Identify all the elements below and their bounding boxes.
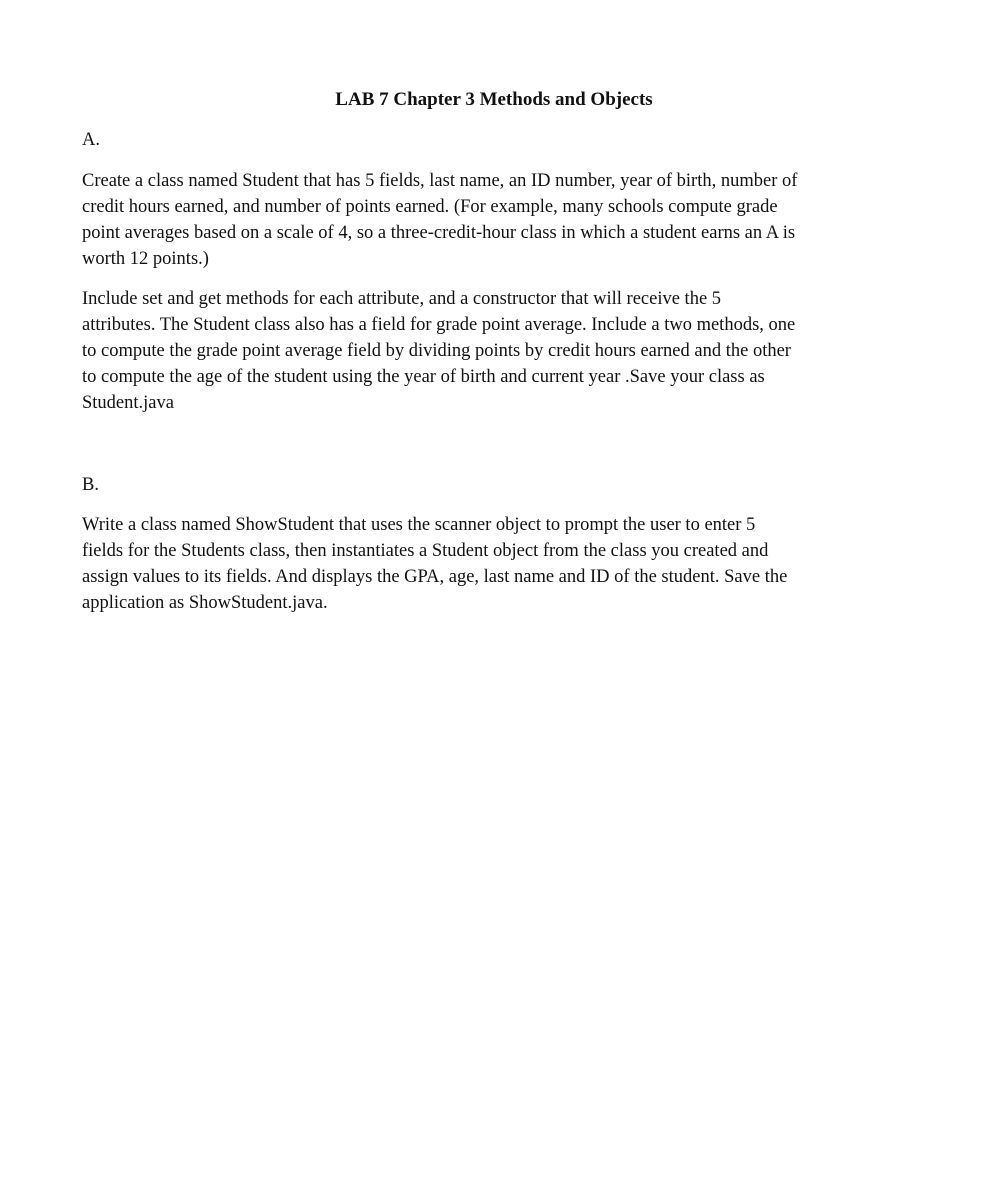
text-line: attributes. The Student class also has a field for grade point average. Include a two methods, one [82, 315, 796, 335]
section-a-label: A. [82, 130, 100, 150]
section-a-paragraph-1 [82, 168, 917, 272]
text-line: credit hours earned, and number of points earned. (For example, many schools compute grade [82, 197, 778, 217]
text-line: fields for the Students class, then instantiates a Student object from the class you created and [82, 541, 769, 561]
text-line: to compute the grade point average field by dividing points by credit hours earned and the other [82, 341, 791, 361]
section-a-paragraph-2 [82, 286, 917, 416]
text-line: to compute the age of the student using the year of birth and current year .Save your class as [82, 367, 765, 387]
text-line: worth 12 points.) [82, 249, 209, 269]
text-line: Student.java [82, 393, 174, 413]
text-line: point averages based on a scale of 4, so a three-credit-hour class in which a student earns an A is [82, 223, 796, 243]
text-line: Write a class named ShowStudent that uses the scanner object to prompt the user to enter 5 [82, 515, 756, 535]
text-line: assign values to its fields. And displays the GPA, age, last name and ID of the student. Save the [82, 567, 788, 587]
text-line: application as ShowStudent.java. [82, 593, 328, 613]
section-b-label: B. [82, 475, 99, 495]
document-title: LAB 7 Chapter 3 Methods and Objects [335, 89, 653, 110]
section-b-paragraph-1 [82, 512, 917, 616]
text-line: Include set and get methods for each attribute, and a constructor that will receive the 5 [82, 289, 722, 309]
text-line: Create a class named Student that has 5 fields, last name, an ID number, year of birth, number of [82, 171, 798, 191]
